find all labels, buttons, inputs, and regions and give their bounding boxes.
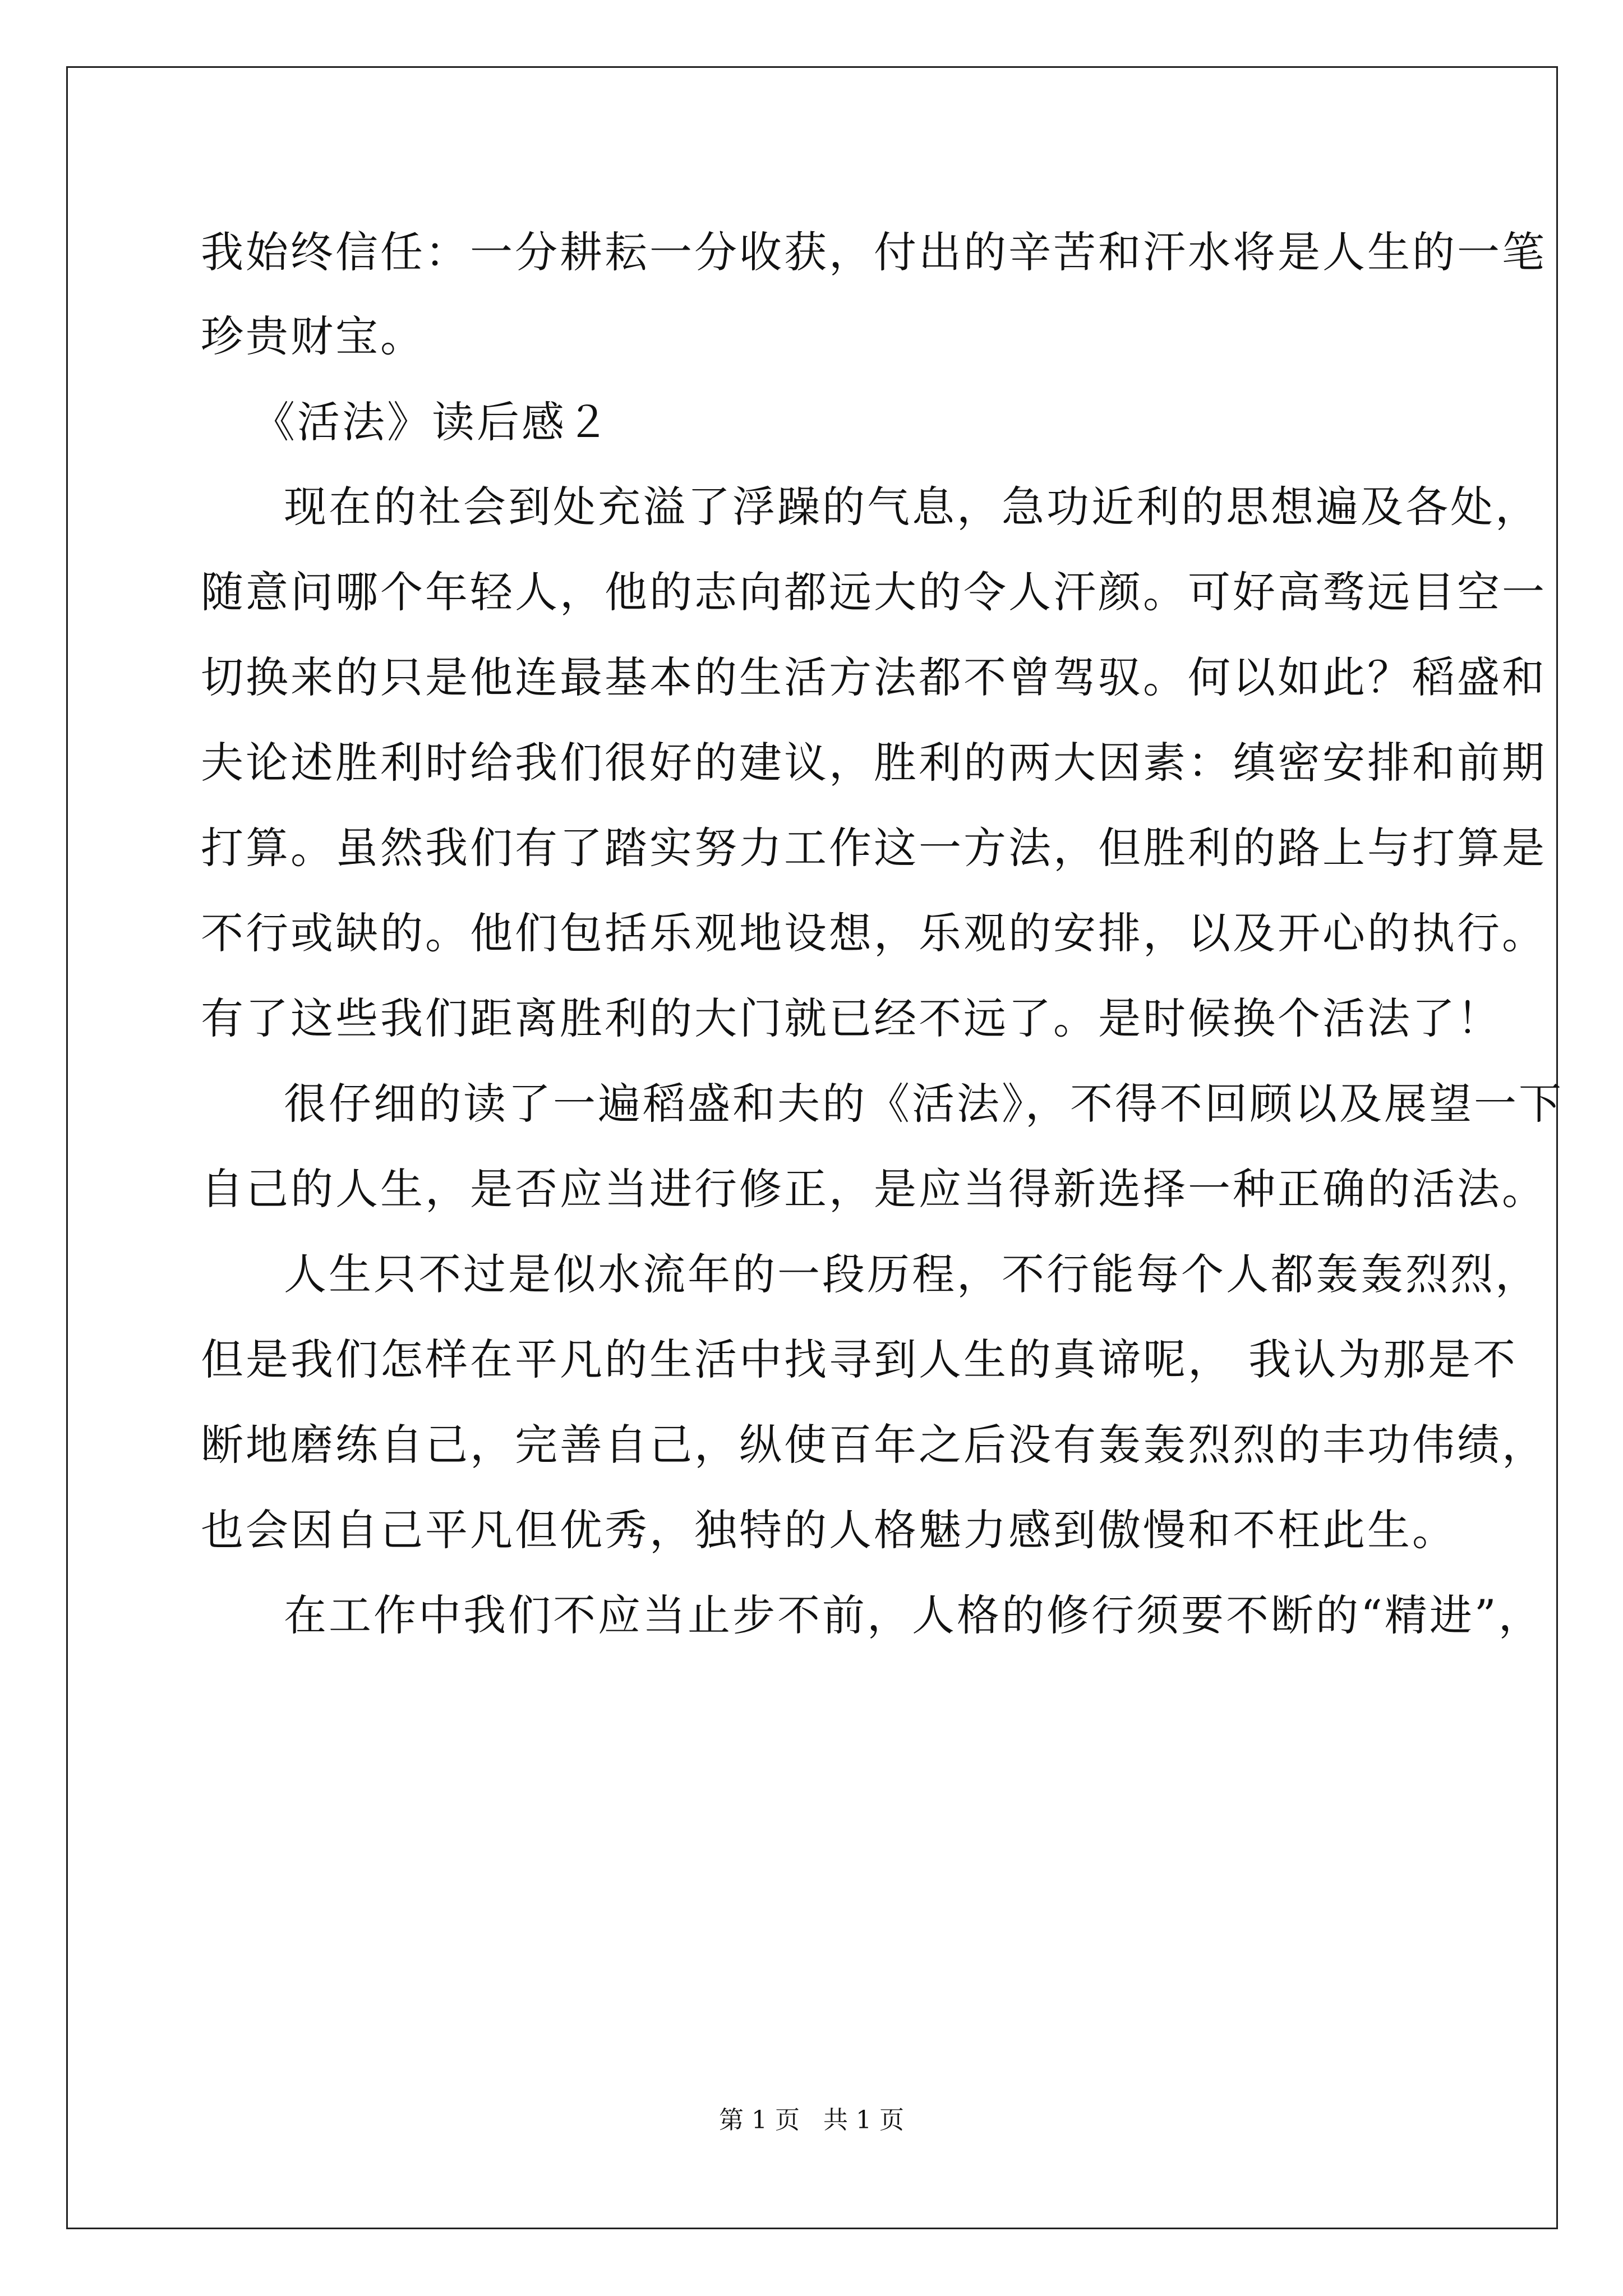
text-line-1: 我始终信任：一分耕耘一分收获，付出的辛苦和汗水将是人生的一笔 <box>201 227 1547 277</box>
text-line-10: 有了这些我们距离胜利的大门就已经不远了。是时候换个活法了！ <box>201 993 1502 1043</box>
page-frame <box>66 66 1558 2229</box>
section-heading: 《活法》读后感２ <box>252 397 611 447</box>
text-line-5: 随意问哪个年轻人，他的志向都远大的令人汗颜。可好高骛远目空一 <box>201 567 1547 617</box>
text-line-13: 人生只不过是似水流年的一段历程，不行能每个人都轰轰烈烈， <box>284 1249 1540 1299</box>
text-line-15: 断地磨练自己，完善自己，纵使百年之后没有轰轰烈烈的丰功伟绩， <box>201 1420 1547 1470</box>
text-line-8: 打算。虽然我们有了踏实努力工作这一方法，但胜利的路上与打算是 <box>201 823 1547 873</box>
text-line-9: 不行或缺的。他们包括乐观地设想，乐观的安排，以及开心的执行。 <box>201 908 1547 958</box>
text-line-11: 很仔细的读了一遍稻盛和夫的《活法》，不得不回顾以及展望一下 <box>284 1079 1564 1129</box>
text-line-2: 珍贵财宝。 <box>201 311 425 361</box>
text-line-7: 夫论述胜利时给我们很好的建议，胜利的两大因素：缜密安排和前期 <box>201 738 1547 788</box>
text-line-17: 在工作中我们不应当止步不前，人格的修行须要不断的“精进”， <box>284 1590 1543 1640</box>
text-line-14: 但是我们怎样在平凡的生活中找寻到人生的真谛呢， 我认为那是不 <box>201 1335 1518 1384</box>
text-line-16: 也会因自己平凡但优秀，独特的人格魅力感到傲慢和不枉此生。 <box>201 1505 1457 1555</box>
text-line-4: 现在的社会到处充溢了浮躁的气息，急功近利的思想遍及各处， <box>284 482 1540 532</box>
page-footer: 第 1 页 共 1 页 <box>719 2106 904 2134</box>
text-line-6: 切换来的只是他连最基本的生活方法都不曾驾驭。何以如此？稻盛和 <box>201 652 1547 702</box>
text-line-12: 自己的人生，是否应当进行修正，是应当得新选择一种正确的活法。 <box>201 1164 1547 1214</box>
